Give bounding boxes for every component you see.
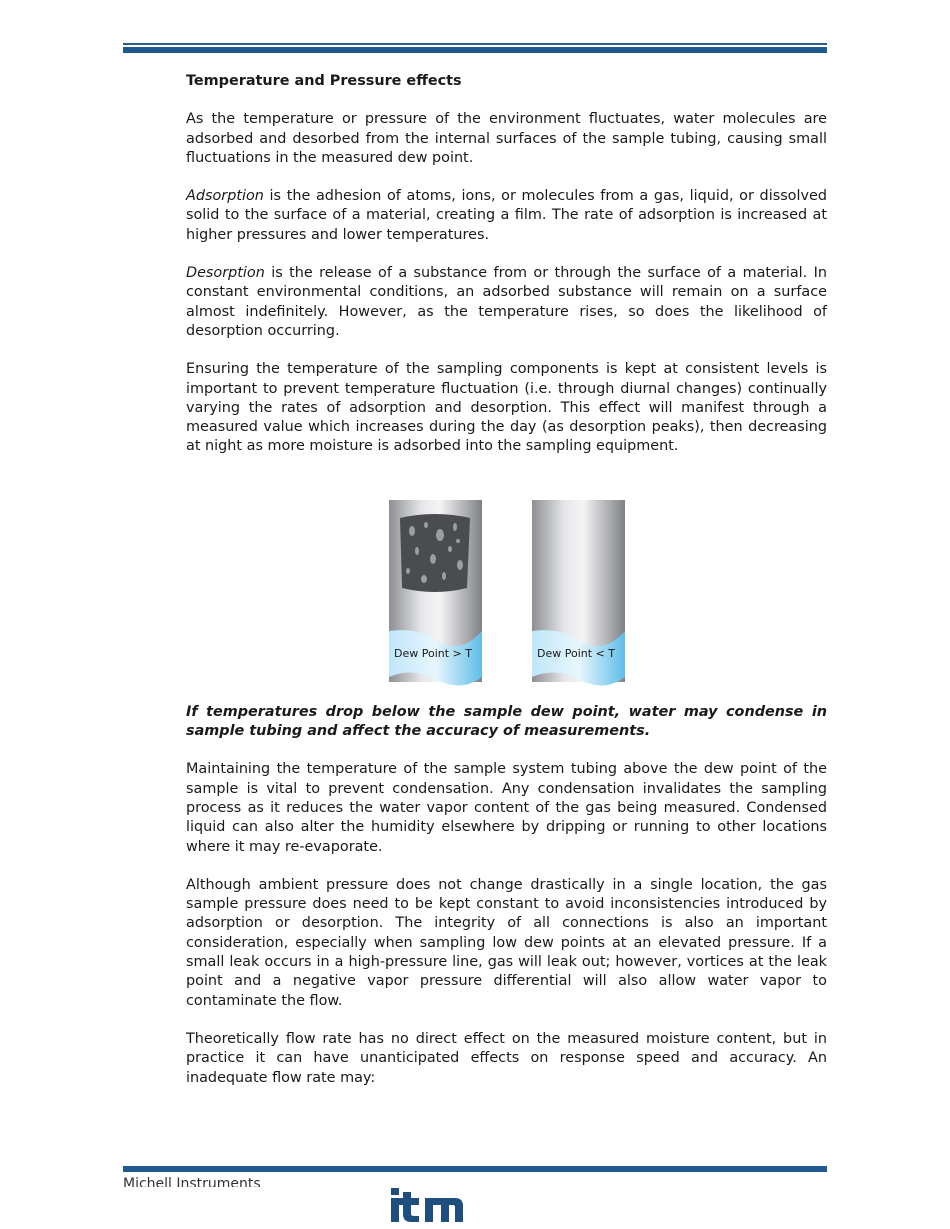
itm-logo-svg	[391, 1188, 463, 1222]
paragraph-intro: As the temperature or pressure of the environment fluctuates, water molecules are adsorbed and desorbed from the internal surfaces of the sample tubing, causing small fluctuations in the measured dew point.	[186, 111, 827, 166]
footer-company: Michell Instruments	[123, 1176, 261, 1187]
desorption-definition: is the release of a substance from or through the surface of a material. In constant environmental conditions, an adsorbed substance will remain on a surface almost indefinitely. However, as the temperature rises, so does the likelihood of desorption occurring.	[186, 265, 827, 339]
header-rule-thin	[123, 43, 827, 45]
tubing-figure-svg	[388, 499, 628, 687]
label-dew-point-below: Dew Point < T	[537, 647, 615, 660]
warning-note: If temperatures drop below the sample dew point, water may condense in sample tubing and affect the accuracy of measurements.	[186, 703, 827, 740]
paragraph-adsorption	[186, 187, 827, 245]
itm-logo	[391, 1188, 463, 1222]
paragraph-pressure: Although ambient pressure does not change drastically in a single location, the gas sample pressure does need to be kept constant to avoid inconsistencies introduced by adsorption or desorption. The integrity of all connections is also an important consideration, especially when sampling low dew points at an elevated pressure. If a small leak occurs in a high-pressure line, gas will leak out; however, vortices at the leak point and a negative vapor pressure differential will also allow water vapor to contaminate the flow.	[186, 876, 827, 1009]
tube-with-condensation	[389, 500, 482, 686]
label-dew-point-above: Dew Point > T	[394, 647, 472, 660]
paragraph-temperature-consistency: Ensuring the temperature of the sampling components is kept at consistent levels is important to prevent temperature fluctuation (i.e. through diurnal changes) continually varying the rates of adsorption and desorption. This effect will manifest through a measured value which increases during the day (as desorption peaks), then decreasing at night as more moisture is adsorbed into the sampling equipment.	[186, 361, 827, 455]
header-rule-thick	[123, 47, 827, 53]
footer-rule	[123, 1166, 827, 1172]
section-title: Temperature and Pressure effects	[186, 73, 462, 89]
paragraph-flow-rate: Theoretically flow rate has no direct effect on the measured moisture content, but in practice it can have unanticipated effects on response speed and accuracy. An inadequate flow rate may:	[186, 1030, 827, 1086]
term-adsorption: Adsorption	[186, 188, 264, 205]
tubing-illustration	[388, 499, 628, 687]
adsorption-definition: is the adhesion of atoms, ions, or molecules from a gas, liquid, or dissolved solid to the surface of a material, creating a film. The rate of adsorption is increased at higher pressures and lower temperatures.	[186, 188, 827, 243]
paragraph-condensation: Maintaining the temperature of the sample system tubing above the dew point of the sample is vital to prevent condensation. Any condensation invalidates the sampling process as it reduces the water vapor content of the gas being measured. Condensed liquid can also alter the humidity elsewhere by dripping or running to other locations where it may re-evaporate.	[186, 761, 827, 855]
tube-dry	[532, 500, 625, 686]
condensation-patch	[400, 514, 470, 592]
term-desorption: Desorption	[186, 265, 265, 282]
paragraph-desorption	[186, 264, 827, 341]
